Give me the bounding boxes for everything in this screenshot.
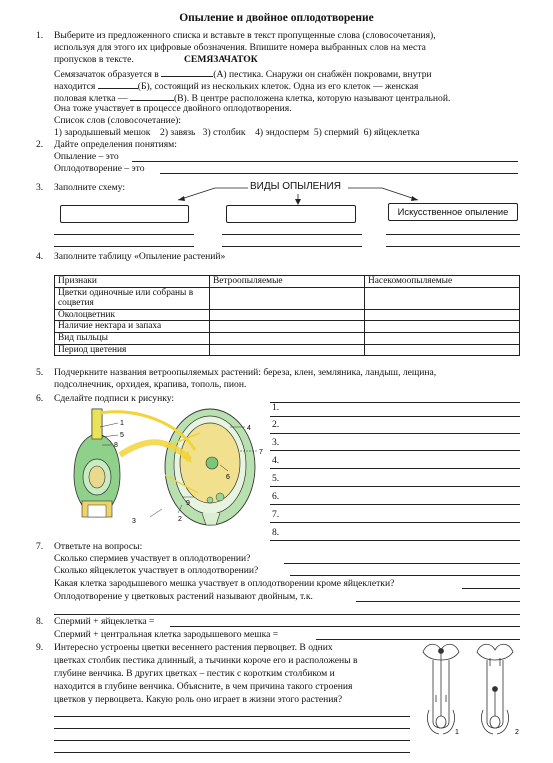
fig-label: 1 (120, 420, 124, 427)
q5-text-line1: Подчеркните названия ветроопыляемых растений: береза, клен, земляника, ландыш, лещина, (54, 367, 437, 378)
q6-line-top[interactable] (270, 402, 520, 403)
q7-question-c: Какая клетка зародышевого мешка участвует в оплодотворении кроме яйцеклетки? (54, 578, 395, 589)
q1-text-line2: находится (Б), состоящий из нескольких клеток. Одна из его клеток — женская (54, 81, 419, 92)
table-row-label: Цветки одиночные или собраны в соцветия (55, 287, 210, 309)
scheme-box-3 (388, 203, 518, 221)
q9-answer-line[interactable] (54, 728, 410, 729)
pistil-illustration (74, 409, 120, 517)
scheme-box-3-label: Искусственное опыление (397, 206, 509, 217)
fig-label: 7 (259, 449, 263, 456)
q7-answer-d-extra[interactable] (54, 614, 520, 615)
q5-text-line2: подсолнечник, орхидея, крапива, тополь, пион. (54, 379, 247, 390)
q1-text-line1: Семязачаток образуется в (А) пестика. Снаружи он снабжён покровами, внутри (54, 69, 432, 80)
q6-answer-line[interactable] (270, 450, 520, 451)
q1-text-line3: половая клетка — (В). В центре расположена клетка, которую называют центральной. (54, 93, 451, 104)
fig-label: 2 (178, 516, 182, 523)
table-cell[interactable] (365, 321, 520, 333)
fig-label: 6 (226, 474, 230, 481)
q6-answer-label: 6. (272, 491, 280, 502)
q8-formula-b: Спермий + центральная клетка зародышевого мешка = (54, 629, 279, 640)
table-cell[interactable] (365, 332, 520, 344)
q6-answer-label: 1. (272, 402, 280, 413)
table-header-row (55, 276, 520, 288)
q6-answer-line[interactable] (270, 486, 520, 487)
pollination-table (54, 275, 520, 356)
q9-text-line4: находится в глубине венчика. Объясните, в чем причина такого строения (54, 681, 353, 692)
table-row (55, 332, 520, 344)
q9-text-line1: Интересно устроены цветки весеннего растения первоцвет. В одних (54, 642, 333, 653)
primrose-diagram (415, 640, 523, 740)
q8-formula-a: Спермий + яйцеклетка = (54, 616, 155, 627)
fig-label: 5 (120, 432, 124, 439)
q6-answer-label: 8. (272, 527, 280, 538)
q1-instruction-line1: Выберите из предложенного списка и вставьте в текст пропущенные слова (словосочетания), (54, 30, 436, 41)
q2-number: 2. (36, 139, 44, 150)
scheme-line-1a[interactable] (54, 234, 194, 235)
scheme-line-2a[interactable] (222, 234, 362, 235)
q9-answer-line[interactable] (54, 716, 410, 717)
q1-instruction-line3: пропусков в тексте. (54, 54, 134, 65)
q4-number: 4. (36, 251, 44, 262)
table-row-label: Околоцветник (55, 309, 210, 321)
q1-text-line4: Она тоже участвует в процессе двойного оплодотворения. (54, 103, 292, 114)
table-cell[interactable] (210, 332, 365, 344)
q9-text-line5: цветков у первоцвета. Какую роль оно играет в жизни этого растения? (54, 694, 343, 705)
table-row-label: Вид пыльцы (55, 332, 210, 344)
q3-number: 3. (36, 182, 44, 193)
q1-number: 1. (36, 30, 44, 41)
q7-answer-d[interactable] (356, 601, 520, 602)
table-cell[interactable] (365, 287, 520, 309)
table-cell[interactable] (210, 287, 365, 309)
q6-number: 6. (36, 393, 44, 404)
q6-answer-line[interactable] (270, 540, 520, 541)
q7-answer-c[interactable] (462, 588, 520, 589)
table-header: Насекомоопыляемые (365, 276, 520, 288)
q2-label-fertilization: Оплодотворение – это (54, 163, 145, 174)
q6-answer-line[interactable] (270, 522, 520, 523)
table-cell[interactable] (365, 309, 520, 321)
table-row-label: Наличие нектара и запаха (55, 321, 210, 333)
fig-label: 3 (132, 518, 136, 525)
q6-answer-label: 7. (272, 509, 280, 520)
table-cell[interactable] (210, 309, 365, 321)
scheme-box-2[interactable] (226, 205, 356, 223)
scheme-line-2b[interactable] (222, 246, 362, 247)
q1-word-list: 1) зародышевый мешок 2) завязь 3) столбик 4) эндосперм 5) спермий 6) яйцеклетка (54, 127, 420, 138)
table-header: Ветроопыляемые (210, 276, 365, 288)
q2-instruction: Дайте определения понятиям: (54, 139, 177, 150)
table-row (55, 287, 520, 309)
primrose-label-1: 1 (455, 729, 459, 736)
q7-question-b: Сколько яйцеклеток участвует в оплодотворении? (54, 565, 259, 576)
primrose-flower-long-style (423, 644, 459, 734)
scheme-line-3b[interactable] (386, 246, 520, 247)
q6-answer-label: 4. (272, 455, 280, 466)
q7-instruction: Ответьте на вопросы: (54, 541, 143, 552)
scheme-arrows (0, 0, 553, 230)
table-row (55, 344, 520, 356)
ovule-magnified (165, 409, 255, 525)
fig-label: 8 (114, 442, 118, 449)
scheme-line-3a[interactable] (386, 234, 520, 235)
q2-label-pollination: Опыление – это (54, 151, 119, 162)
table-cell[interactable] (210, 321, 365, 333)
q7-question-d: Оплодотворение у цветковых растений называют двойным, т.к. (54, 591, 313, 602)
q3-instruction: Заполните схему: (54, 182, 126, 193)
q7-question-a: Сколько спермиев участвует в оплодотворении? (54, 553, 251, 564)
q6-answer-line[interactable] (270, 416, 520, 417)
scheme-box-1[interactable] (60, 205, 189, 223)
q6-answer-label: 5. (272, 473, 280, 484)
q9-answer-line[interactable] (54, 740, 410, 741)
ovule-diagram (70, 405, 265, 530)
q6-instruction: Сделайте подписи к рисунку: (54, 393, 175, 404)
q5-number: 5. (36, 367, 44, 378)
primrose-label-2: 2 (515, 729, 519, 736)
page-title: Опыление и двойное оплодотворение (179, 12, 374, 24)
q6-answer-label: 3. (272, 437, 280, 448)
q6-answer-line[interactable] (270, 504, 520, 505)
q9-text-line2: цветках столбик пестика длинный, а тычинки короче его и расположены в (54, 655, 358, 666)
q1-list-title: Список слов (словосочетание): (54, 115, 181, 126)
q6-answer-line[interactable] (270, 468, 520, 469)
fig-label: 4 (247, 425, 251, 432)
q9-answer-line[interactable] (54, 752, 410, 753)
q1-heading: СЕМЯЗАЧАТОК (184, 54, 258, 65)
table-row (55, 321, 520, 333)
q8-number: 8. (36, 616, 44, 627)
table-cell[interactable] (365, 344, 520, 356)
q1-instruction-line2: используя для этого их цифровые обозначения. Впишите номера выбранных слов на места (54, 42, 426, 53)
q6-answer-label: 2. (272, 419, 280, 430)
table-row (55, 309, 520, 321)
q7-answer-a[interactable] (284, 563, 520, 564)
primrose-flower-short-style (477, 644, 513, 734)
q8-answer-a[interactable] (170, 626, 520, 627)
table-row-label: Период цветения (55, 344, 210, 356)
scheme-line-1b[interactable] (54, 246, 194, 247)
q7-answer-b[interactable] (290, 575, 520, 576)
scheme-title: ВИДЫ ОПЫЛЕНИЯ (250, 181, 341, 192)
fig-label: 9 (186, 500, 190, 507)
table-cell[interactable] (210, 344, 365, 356)
q9-number: 9. (36, 642, 44, 653)
q6-answer-line[interactable] (270, 433, 520, 434)
q7-number: 7. (36, 541, 44, 552)
q9-text-line3: глубине венчика. В других цветках – пестик с коротким столбиком и (54, 668, 335, 679)
table-header: Признаки (55, 276, 210, 288)
q4-instruction: Заполните таблицу «Опыление растений» (54, 251, 226, 262)
